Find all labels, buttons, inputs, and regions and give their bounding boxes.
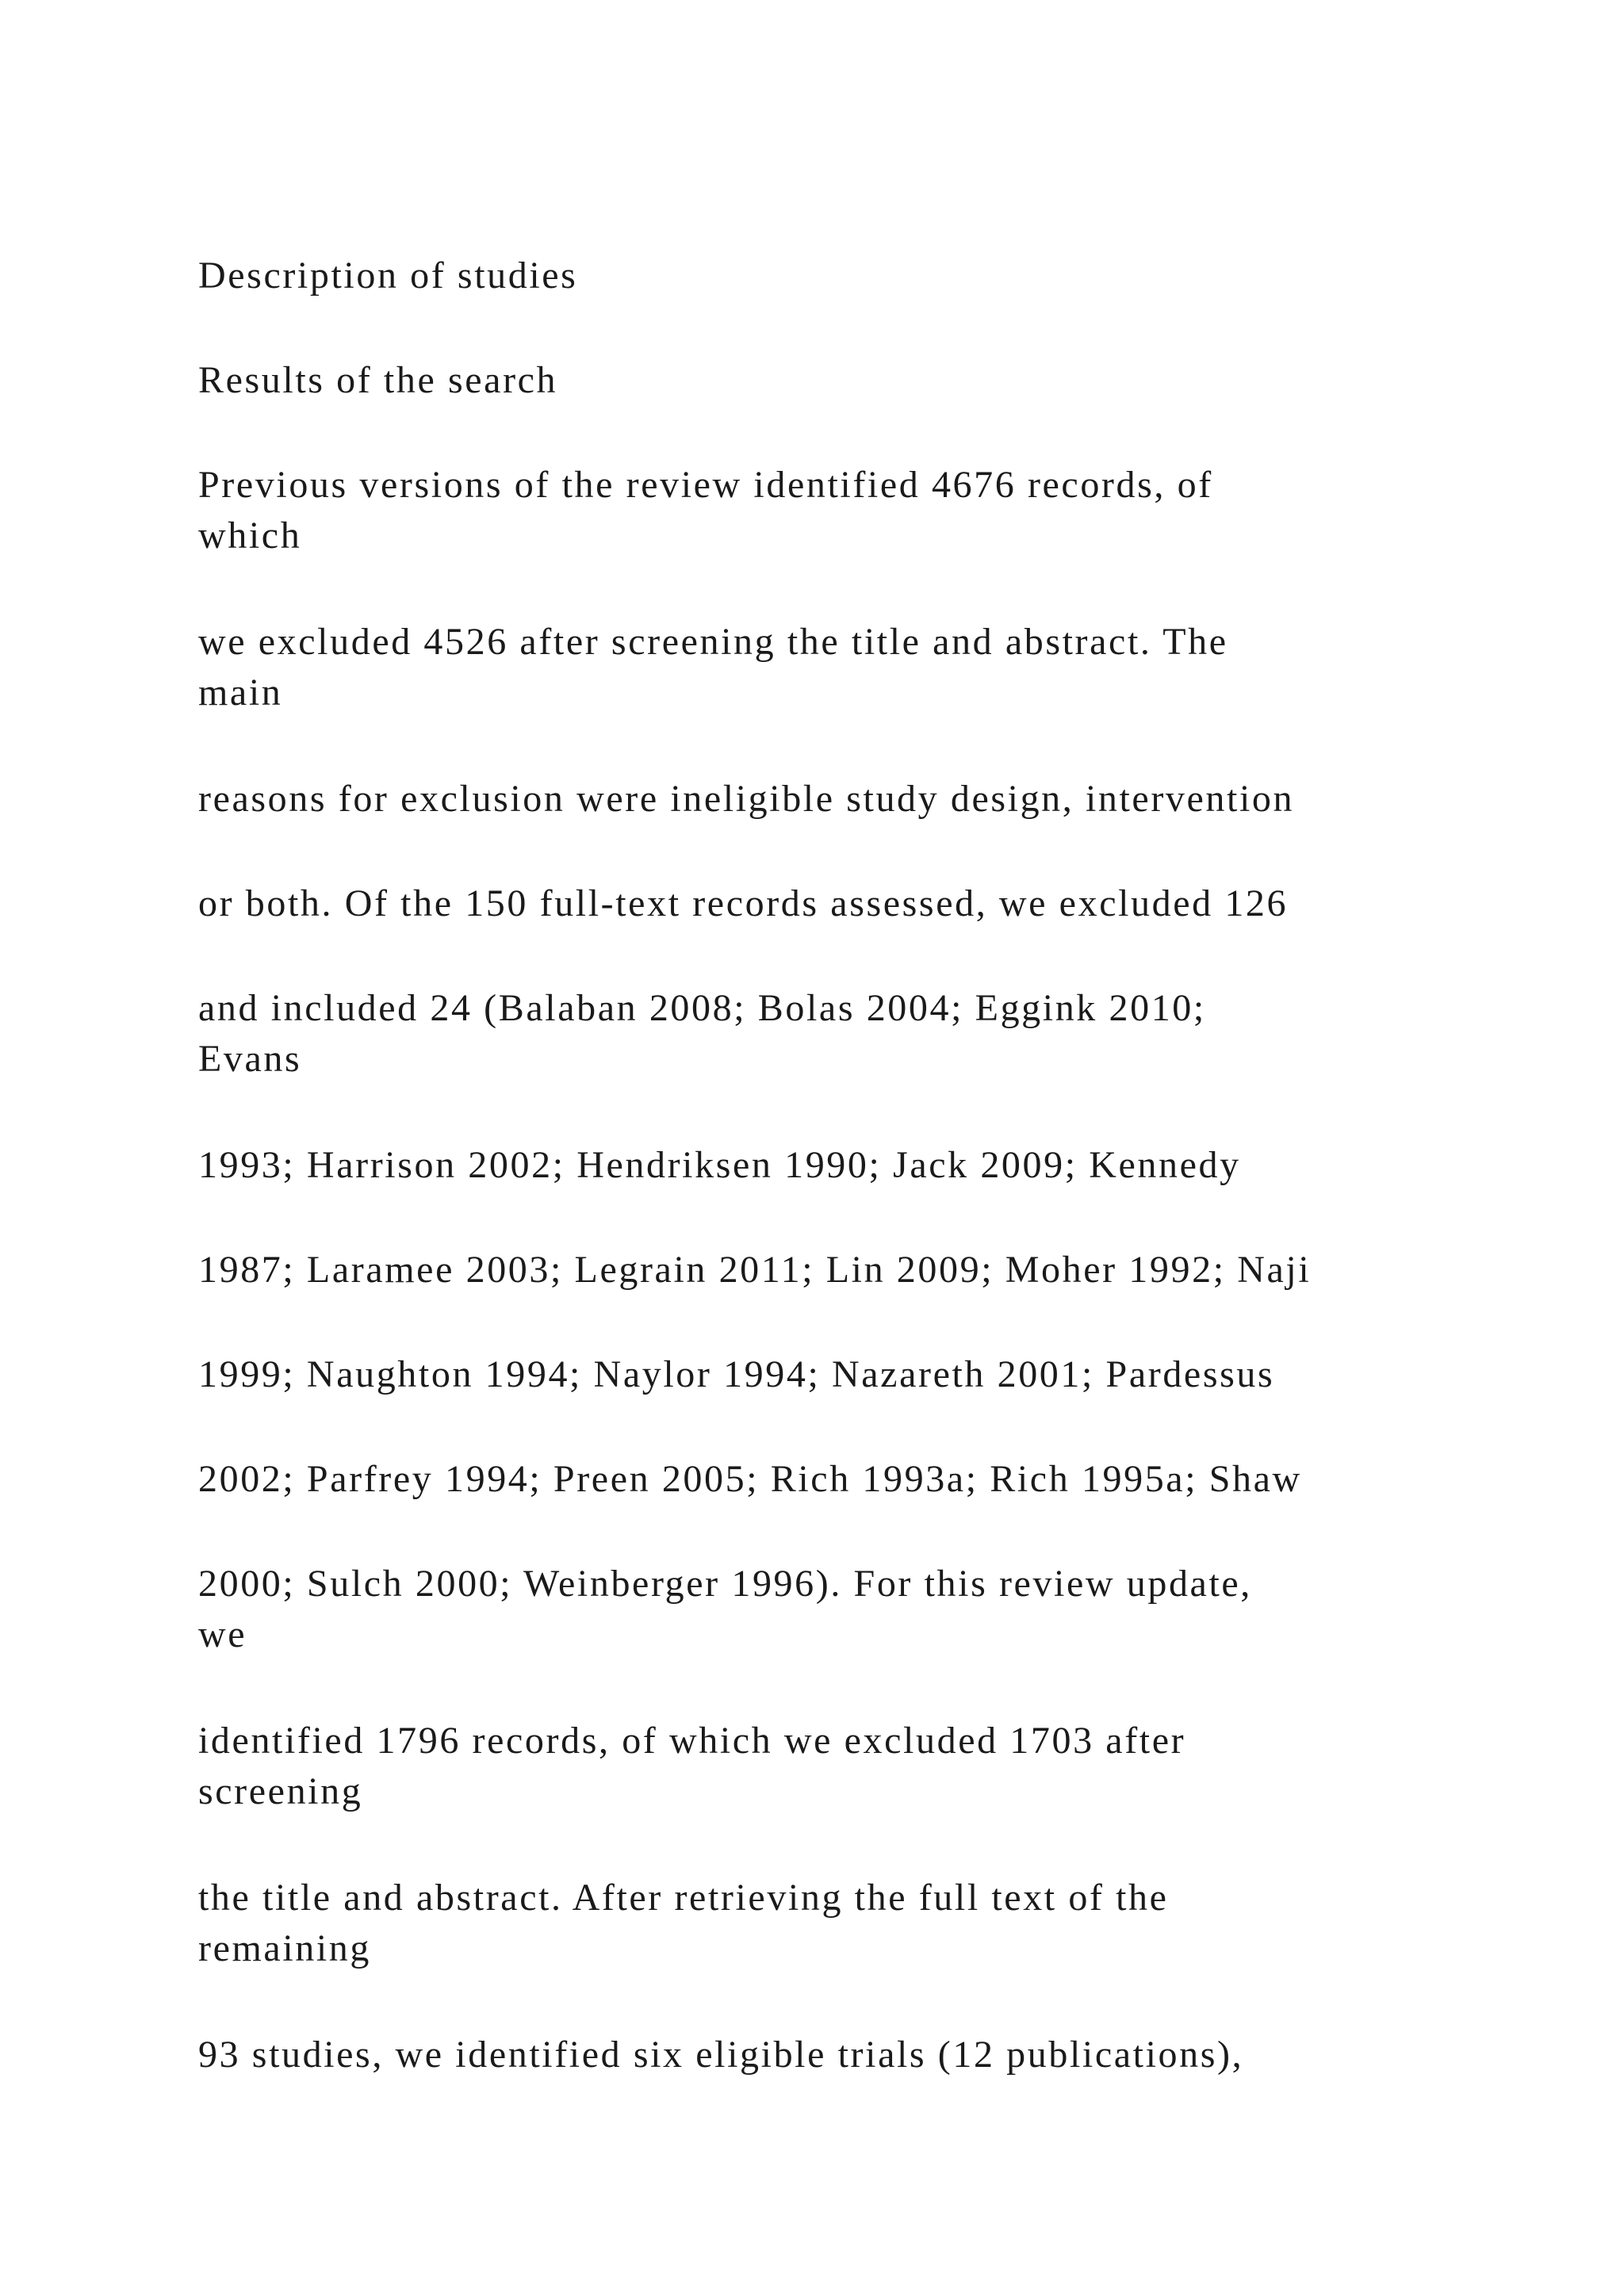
text-line: remaining xyxy=(198,1927,372,1969)
text-line: main xyxy=(198,672,283,714)
text-line: 1993; Harrison 2002; Hendriksen 1990; Jack 2009; Kennedy xyxy=(198,1144,1241,1186)
text-line: the title and abstract. After retrieving the full text of the xyxy=(198,1877,1169,1919)
text-line: Evans xyxy=(198,1038,302,1080)
text-line: screening xyxy=(198,1770,363,1812)
section-heading-description-of-studies: Description of studies xyxy=(198,254,578,297)
text-line: 1987; Laramee 2003; Legrain 2011; Lin 2009; Moher 1992; Naji xyxy=(198,1249,1312,1291)
text-line: reasons for exclusion were ineligible study design, intervention xyxy=(198,778,1295,820)
subsection-heading-results-of-the-search: Results of the search xyxy=(198,359,558,401)
text-line: we xyxy=(198,1613,247,1655)
text-line: 2002; Parfrey 1994; Preen 2005; Rich 1993a; Rich 1995a; Shaw xyxy=(198,1458,1302,1500)
text-line: 93 studies, we identified six eligible trials (12 publications), xyxy=(198,2034,1244,2076)
text-line: identified 1796 records, of which we excluded 1703 after xyxy=(198,1720,1186,1762)
text-line: and included 24 (Balaban 2008; Bolas 2004; Eggink 2010; xyxy=(198,987,1206,1029)
text-line: Previous versions of the review identified 4676 records, of xyxy=(198,464,1213,506)
text-line: 2000; Sulch 2000; Weinberger 1996). For this review update, xyxy=(198,1563,1252,1605)
text-line: or both. Of the 150 full-text records assessed, we excluded 126 xyxy=(198,882,1289,924)
text-line: we excluded 4526 after screening the title and abstract. The xyxy=(198,621,1228,663)
text-line: 1999; Naughton 1994; Naylor 1994; Nazareth 2001; Pardessus xyxy=(198,1353,1275,1395)
text-line: which xyxy=(198,515,302,557)
